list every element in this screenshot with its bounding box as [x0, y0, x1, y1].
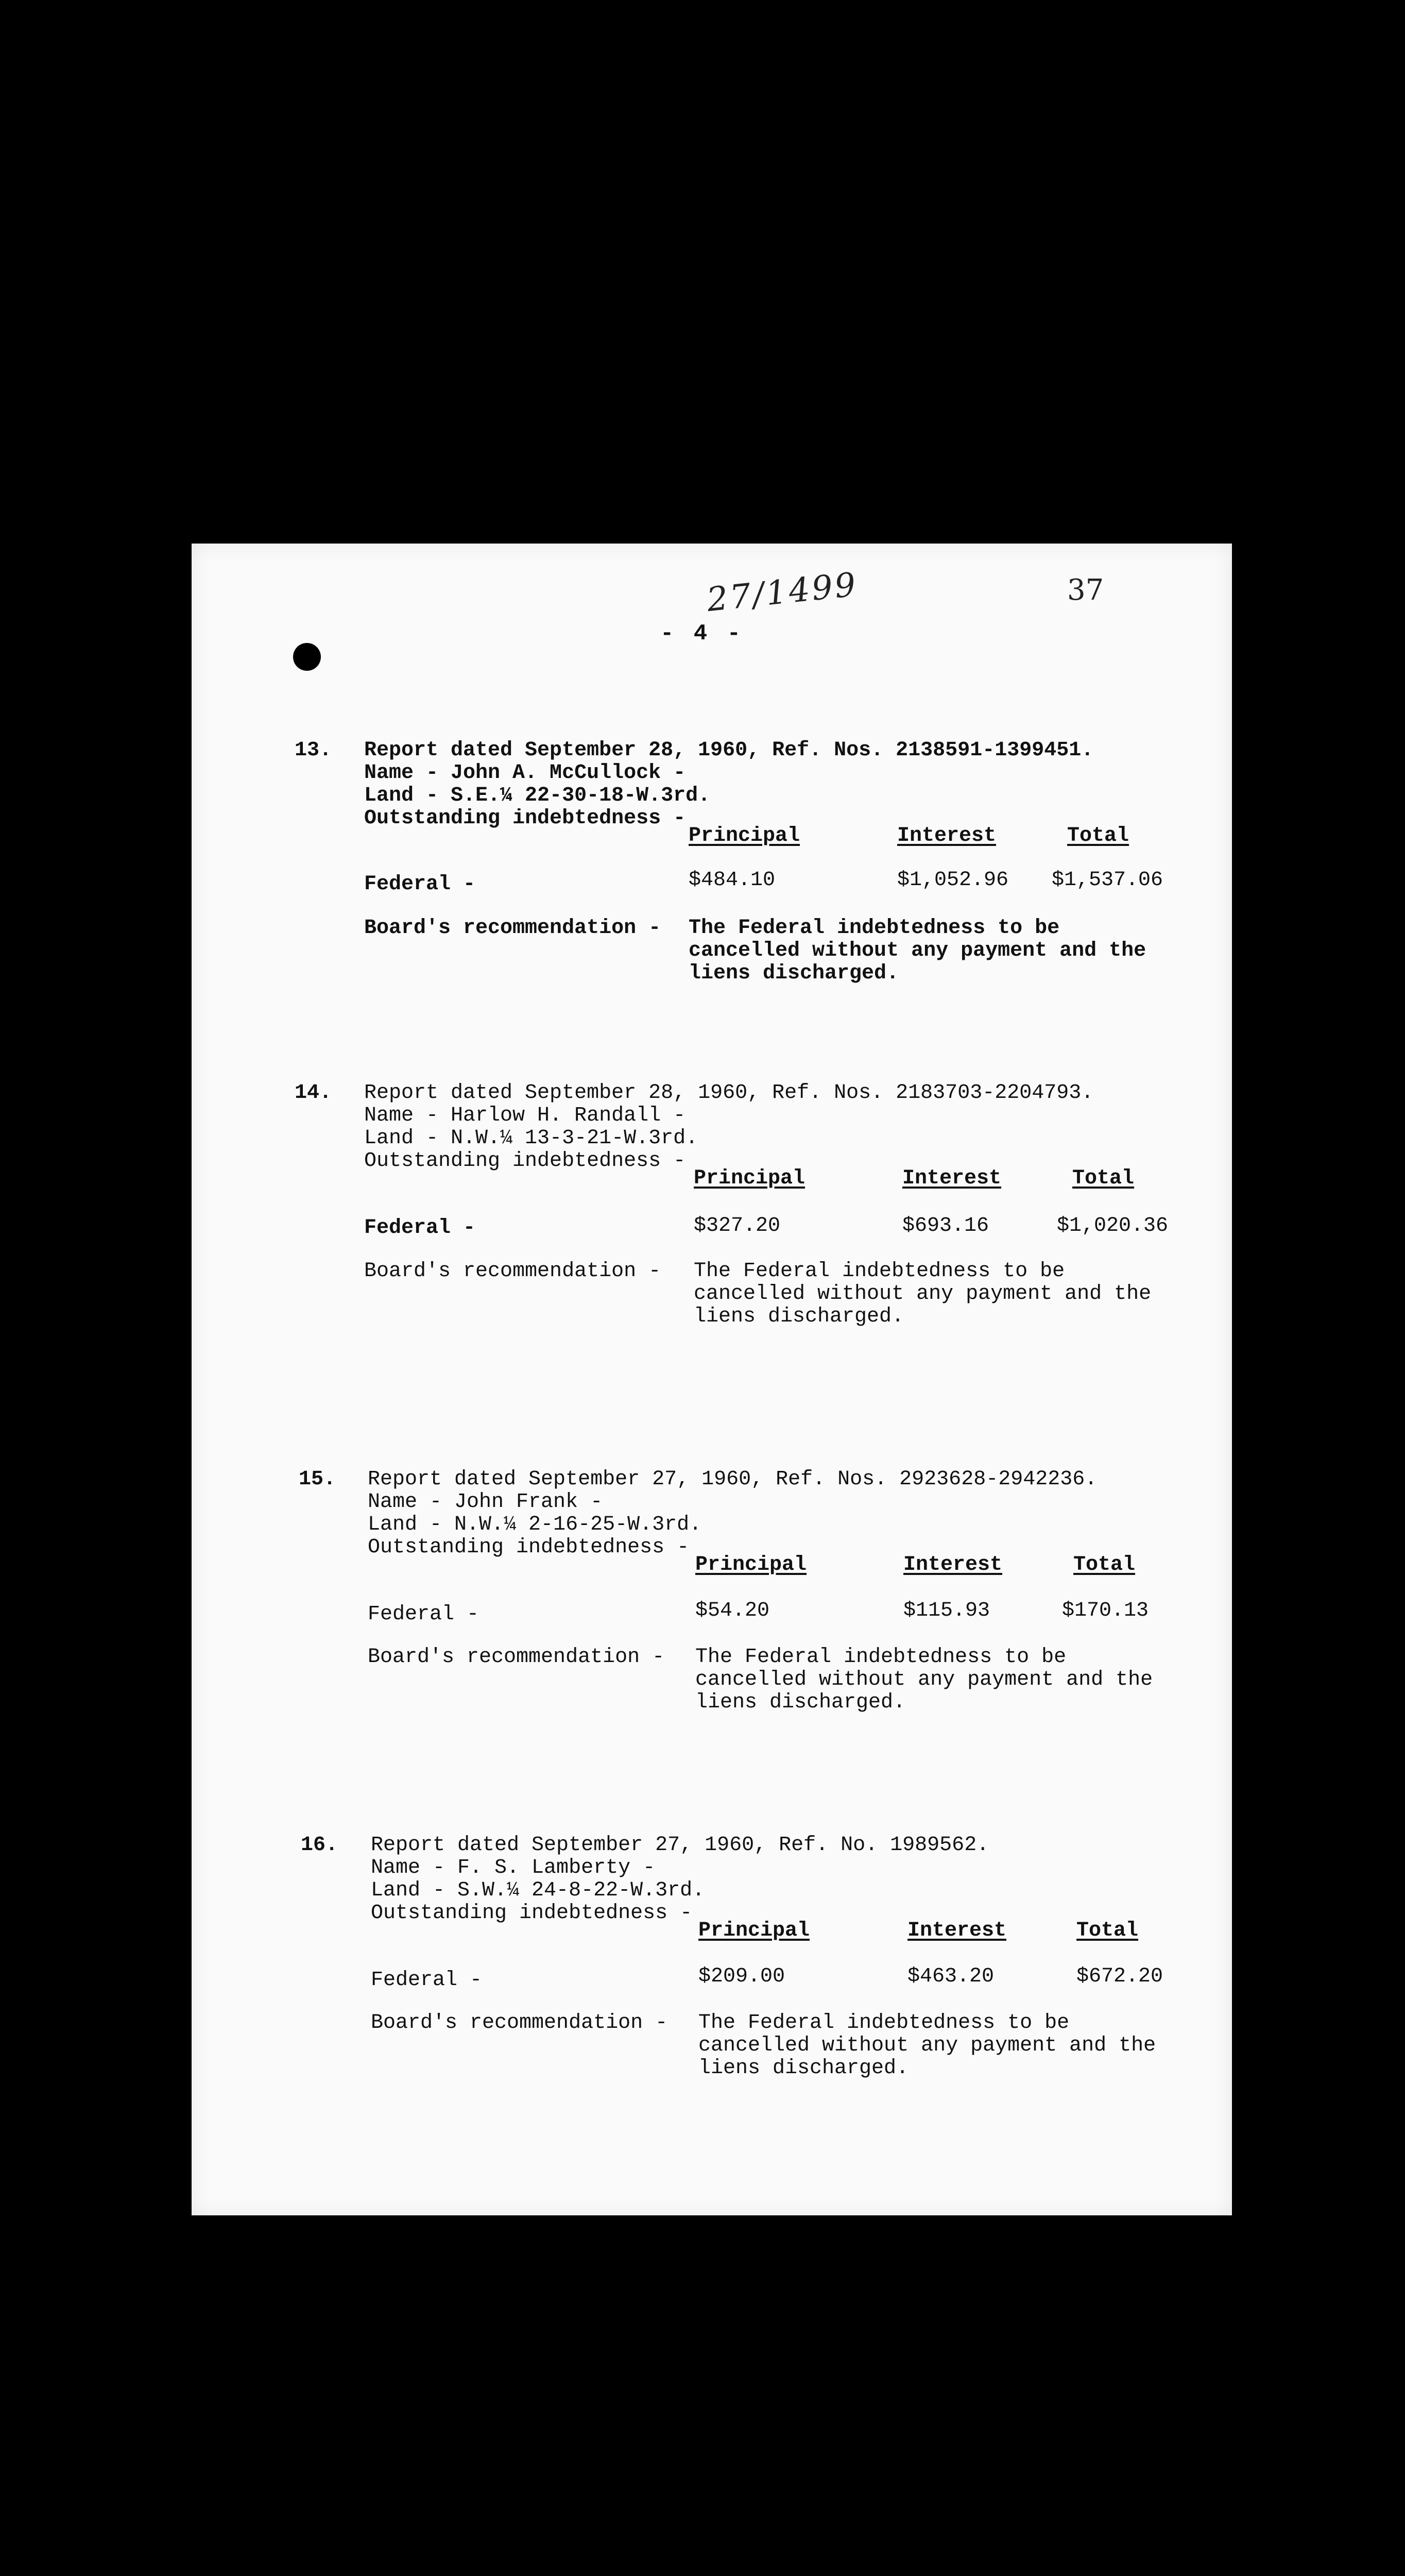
interest-value: $115.93 [903, 1599, 990, 1622]
name-line: Name - F. S. Lamberty - [371, 1856, 656, 1879]
interest-header: Interest [903, 1553, 1003, 1577]
recommendation-label: Board's recommendation - [364, 917, 661, 940]
name-line: Name - John Frank - [368, 1490, 603, 1514]
land-line: Land - N.W.¼ 13-3-21-W.3rd. [364, 1127, 698, 1150]
total-header: Total [1073, 1553, 1136, 1577]
outstanding-line: Outstanding indebtedness - [368, 1536, 690, 1559]
entry-number: 15. [299, 1468, 336, 1491]
recommendation-label: Board's recommendation - [371, 2011, 668, 2035]
report-line: Report dated September 27, 1960, Ref. No. 1989562. [371, 1834, 989, 1857]
land-line: Land - S.W.¼ 24-8-22-W.3rd. [371, 1879, 705, 1902]
federal-label: Federal - [364, 873, 476, 896]
handwritten-page-number: 37 [1067, 573, 1104, 607]
federal-label: Federal - [364, 1216, 476, 1240]
interest-header: Interest [902, 1167, 1002, 1190]
principal-value: $209.00 [698, 1965, 785, 1988]
total-value: $672.20 [1076, 1965, 1163, 1988]
punch-hole [293, 643, 321, 671]
interest-value: $1,052.96 [897, 869, 1009, 892]
principal-value: $484.10 [689, 869, 776, 892]
federal-label: Federal - [368, 1603, 479, 1626]
principal-header: Principal [689, 824, 800, 848]
outstanding-line: Outstanding indebtedness - [364, 1149, 686, 1173]
land-line: Land - N.W.¼ 2-16-25-W.3rd. [368, 1513, 702, 1536]
recommendation-text: The Federal indebtedness to be cancelled without any payment and the liens discharged. [689, 917, 1146, 985]
principal-value: $327.20 [694, 1214, 781, 1238]
handwritten-reference: 27/1499 [705, 565, 860, 620]
entry-number: 13. [295, 739, 332, 762]
total-value: $170.13 [1062, 1599, 1149, 1622]
recommendation-label: Board's recommendation - [364, 1260, 661, 1283]
land-line: Land - S.E.¼ 22-30-18-W.3rd. [364, 784, 711, 807]
interest-header: Interest [897, 824, 997, 848]
entry-number: 16. [301, 1834, 338, 1857]
federal-label: Federal - [371, 1969, 483, 1992]
recommendation-text: The Federal indebtedness to be cancelled without any payment and the liens discharged. [695, 1646, 1153, 1714]
interest-value: $463.20 [907, 1965, 995, 1988]
document-page [192, 544, 1232, 2215]
total-header: Total [1076, 1919, 1139, 1942]
recommendation-text: The Federal indebtedness to be cancelled without any payment and the liens discharged. [698, 2011, 1156, 2080]
page-number: - 4 - [660, 621, 744, 647]
principal-value: $54.20 [695, 1599, 770, 1622]
principal-header: Principal [698, 1919, 810, 1942]
principal-header: Principal [695, 1553, 807, 1577]
outstanding-line: Outstanding indebtedness - [364, 807, 686, 830]
report-line: Report dated September 28, 1960, Ref. Nos. 2183703-2204793. [364, 1081, 1094, 1105]
interest-header: Interest [907, 1919, 1007, 1942]
name-line: Name - Harlow H. Randall - [364, 1104, 686, 1127]
recommendation-label: Board's recommendation - [368, 1646, 665, 1669]
report-line: Report dated September 27, 1960, Ref. Nos. 2923628-2942236. [368, 1468, 1098, 1491]
recommendation-text: The Federal indebtedness to be cancelled without any payment and the liens discharged. [694, 1260, 1152, 1328]
interest-value: $693.16 [902, 1214, 989, 1238]
report-line: Report dated September 28, 1960, Ref. Nos. 2138591-1399451. [364, 739, 1094, 762]
principal-header: Principal [694, 1167, 806, 1190]
total-header: Total [1067, 824, 1129, 848]
outstanding-line: Outstanding indebtedness - [371, 1902, 693, 1925]
name-line: Name - John A. McCullock - [364, 761, 686, 785]
total-value: $1,020.36 [1057, 1214, 1169, 1238]
total-header: Total [1072, 1167, 1135, 1190]
entry-number: 14. [295, 1081, 332, 1105]
total-value: $1,537.06 [1052, 869, 1163, 892]
